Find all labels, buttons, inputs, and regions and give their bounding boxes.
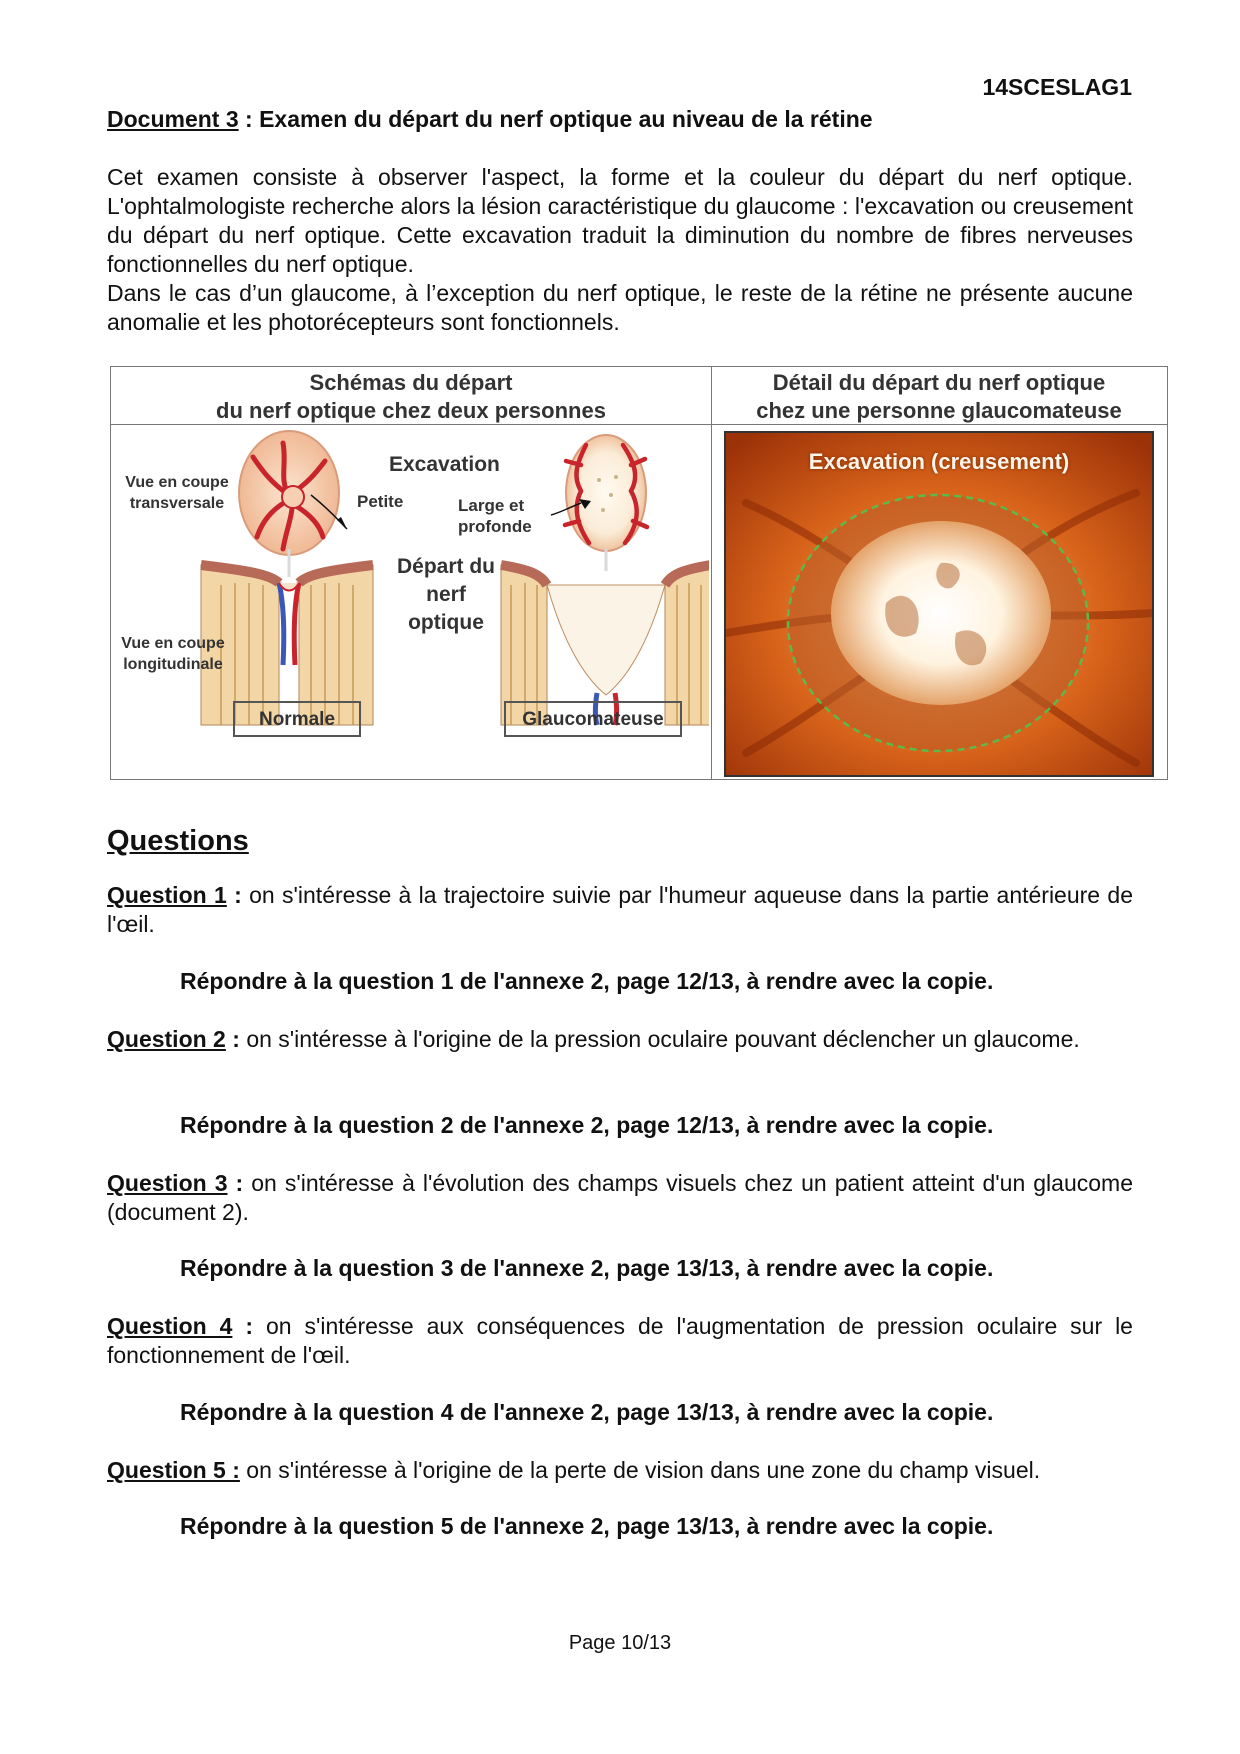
- photo-label-excavation: Excavation (creusement): [808, 449, 1070, 474]
- page-number: Page 10/13: [568, 1632, 672, 1654]
- question-3: [107, 1169, 1133, 1227]
- photo-header-line-2: chez une personne glaucomateuse: [756, 398, 1122, 423]
- label-depart-line-1: Départ du: [396, 555, 495, 578]
- label-depart-line-2: nerf: [426, 583, 466, 606]
- box-normale: Normale: [233, 701, 361, 737]
- question-4-text: on s'intéresse aux conséquences de l'augmentation de pression oculaire sur le fonctionnement de l'œil.: [107, 1313, 1133, 1368]
- photo-header-line-1: Détail du départ du nerf optique: [772, 370, 1106, 395]
- schema-panel-header: [111, 367, 711, 425]
- photo-area: [711, 425, 1167, 781]
- answer-instruction-1: Répondre à la question 1 de l'annexe 2, page 12/13, à rendre avec la copie.: [180, 968, 994, 994]
- title-separator: :: [238, 106, 260, 132]
- label-large-line-2: profonde: [458, 517, 532, 536]
- label-depart-line-3: optique: [408, 611, 484, 634]
- photo-panel-header: [711, 367, 1167, 425]
- schema-header-line-2: du nerf optique chez deux personnes: [216, 398, 606, 423]
- document-title-text: Examen du départ du nerf optique au niveau de la rétine: [259, 106, 873, 132]
- box-glaucomateuse: Glaucomateuse: [504, 701, 682, 737]
- schema-header-line-1: Schémas du départ: [309, 370, 513, 395]
- question-1: [107, 881, 1133, 939]
- label-petite: Petite: [357, 492, 404, 511]
- schema-drawing: [111, 425, 711, 781]
- label-longitudinal: [113, 633, 233, 675]
- answer-instruction-3: Répondre à la question 3 de l'annexe 2, page 13/13, à rendre avec la copie.: [180, 1255, 994, 1281]
- fundus-photo: [724, 431, 1154, 777]
- label-transverse: [117, 472, 237, 514]
- label-transverse-line-2: transversale: [129, 495, 225, 512]
- question-5-text: on s'intéresse à l'origine de la perte de vision dans une zone du champ visuel.: [246, 1457, 1041, 1483]
- question-1-text: on s'intéresse à la trajectoire suivie par l'humeur aqueuse dans la partie antérieure de l'œil.: [107, 882, 1133, 937]
- question-2: [107, 1025, 1133, 1054]
- label-excavation: Excavation: [389, 453, 500, 476]
- schema-panel: [111, 367, 712, 779]
- optic-nerve-figure: [110, 366, 1168, 780]
- glaucoma-longitudinal-section: [501, 549, 709, 725]
- label-longitudinal-line-1: Vue en coupe: [121, 635, 225, 652]
- answer-instruction-2: Répondre à la question 2 de l'annexe 2, page 12/13, à rendre avec la copie.: [180, 1112, 994, 1138]
- photo-panel: [711, 367, 1167, 779]
- answer-instruction-4: Répondre à la question 4 de l'annexe 2, page 13/13, à rendre avec la copie.: [180, 1399, 994, 1425]
- document-title: [107, 106, 873, 133]
- question-2-text: on s'intéresse à l'origine de la pression oculaire pouvant déclencher un glaucome.: [246, 1026, 1080, 1052]
- intro-text: [107, 163, 1133, 337]
- label-large-line-1: Large et: [458, 496, 525, 515]
- fundus-image: [726, 433, 1152, 775]
- answer-instruction-5: Répondre à la question 5 de l'annexe 2, page 13/13, à rendre avec la copie.: [180, 1513, 994, 1539]
- question-5-label: Question 5 :: [107, 1457, 240, 1483]
- question-5: [107, 1456, 1133, 1485]
- document-label: Document 3: [107, 106, 239, 132]
- document-code: 14SCESLAG1: [982, 74, 1132, 100]
- question-1-label: Question 1 :: [107, 882, 250, 908]
- label-transverse-line-1: Vue en coupe: [125, 474, 229, 491]
- question-3-label: Question 3 :: [107, 1170, 252, 1196]
- label-depart-nerf-optique: [391, 553, 501, 637]
- questions-title: Questions: [107, 825, 249, 857]
- question-4: [107, 1312, 1133, 1370]
- intro-paragraph-1: Cet examen consiste à observer l'aspect, la forme et la couleur du départ du nerf optique. L'ophtalmologiste recherche alors la lésion caractéristique du glaucome : l'excavation ou creusement du départ du nerf optique. Cette excavation traduit la diminution du nombre de fibres nerveuses fonctionnelles du nerf optique.: [107, 164, 1133, 277]
- label-longitudinal-line-2: longitudinale: [123, 656, 223, 673]
- label-large-profonde: [458, 495, 532, 537]
- question-2-label: Question 2 :: [107, 1026, 247, 1052]
- intro-paragraph-2: Dans le cas d’un glaucome, à l’exception du nerf optique, le reste de la rétine ne présente aucune anomalie et les photorécepteurs sont fonctionnels.: [107, 280, 1133, 335]
- question-4-label: Question 4 :: [107, 1313, 266, 1339]
- question-3-text: on s'intéresse à l'évolution des champs visuels chez un patient atteint d'un glaucome (document 2).: [107, 1170, 1133, 1225]
